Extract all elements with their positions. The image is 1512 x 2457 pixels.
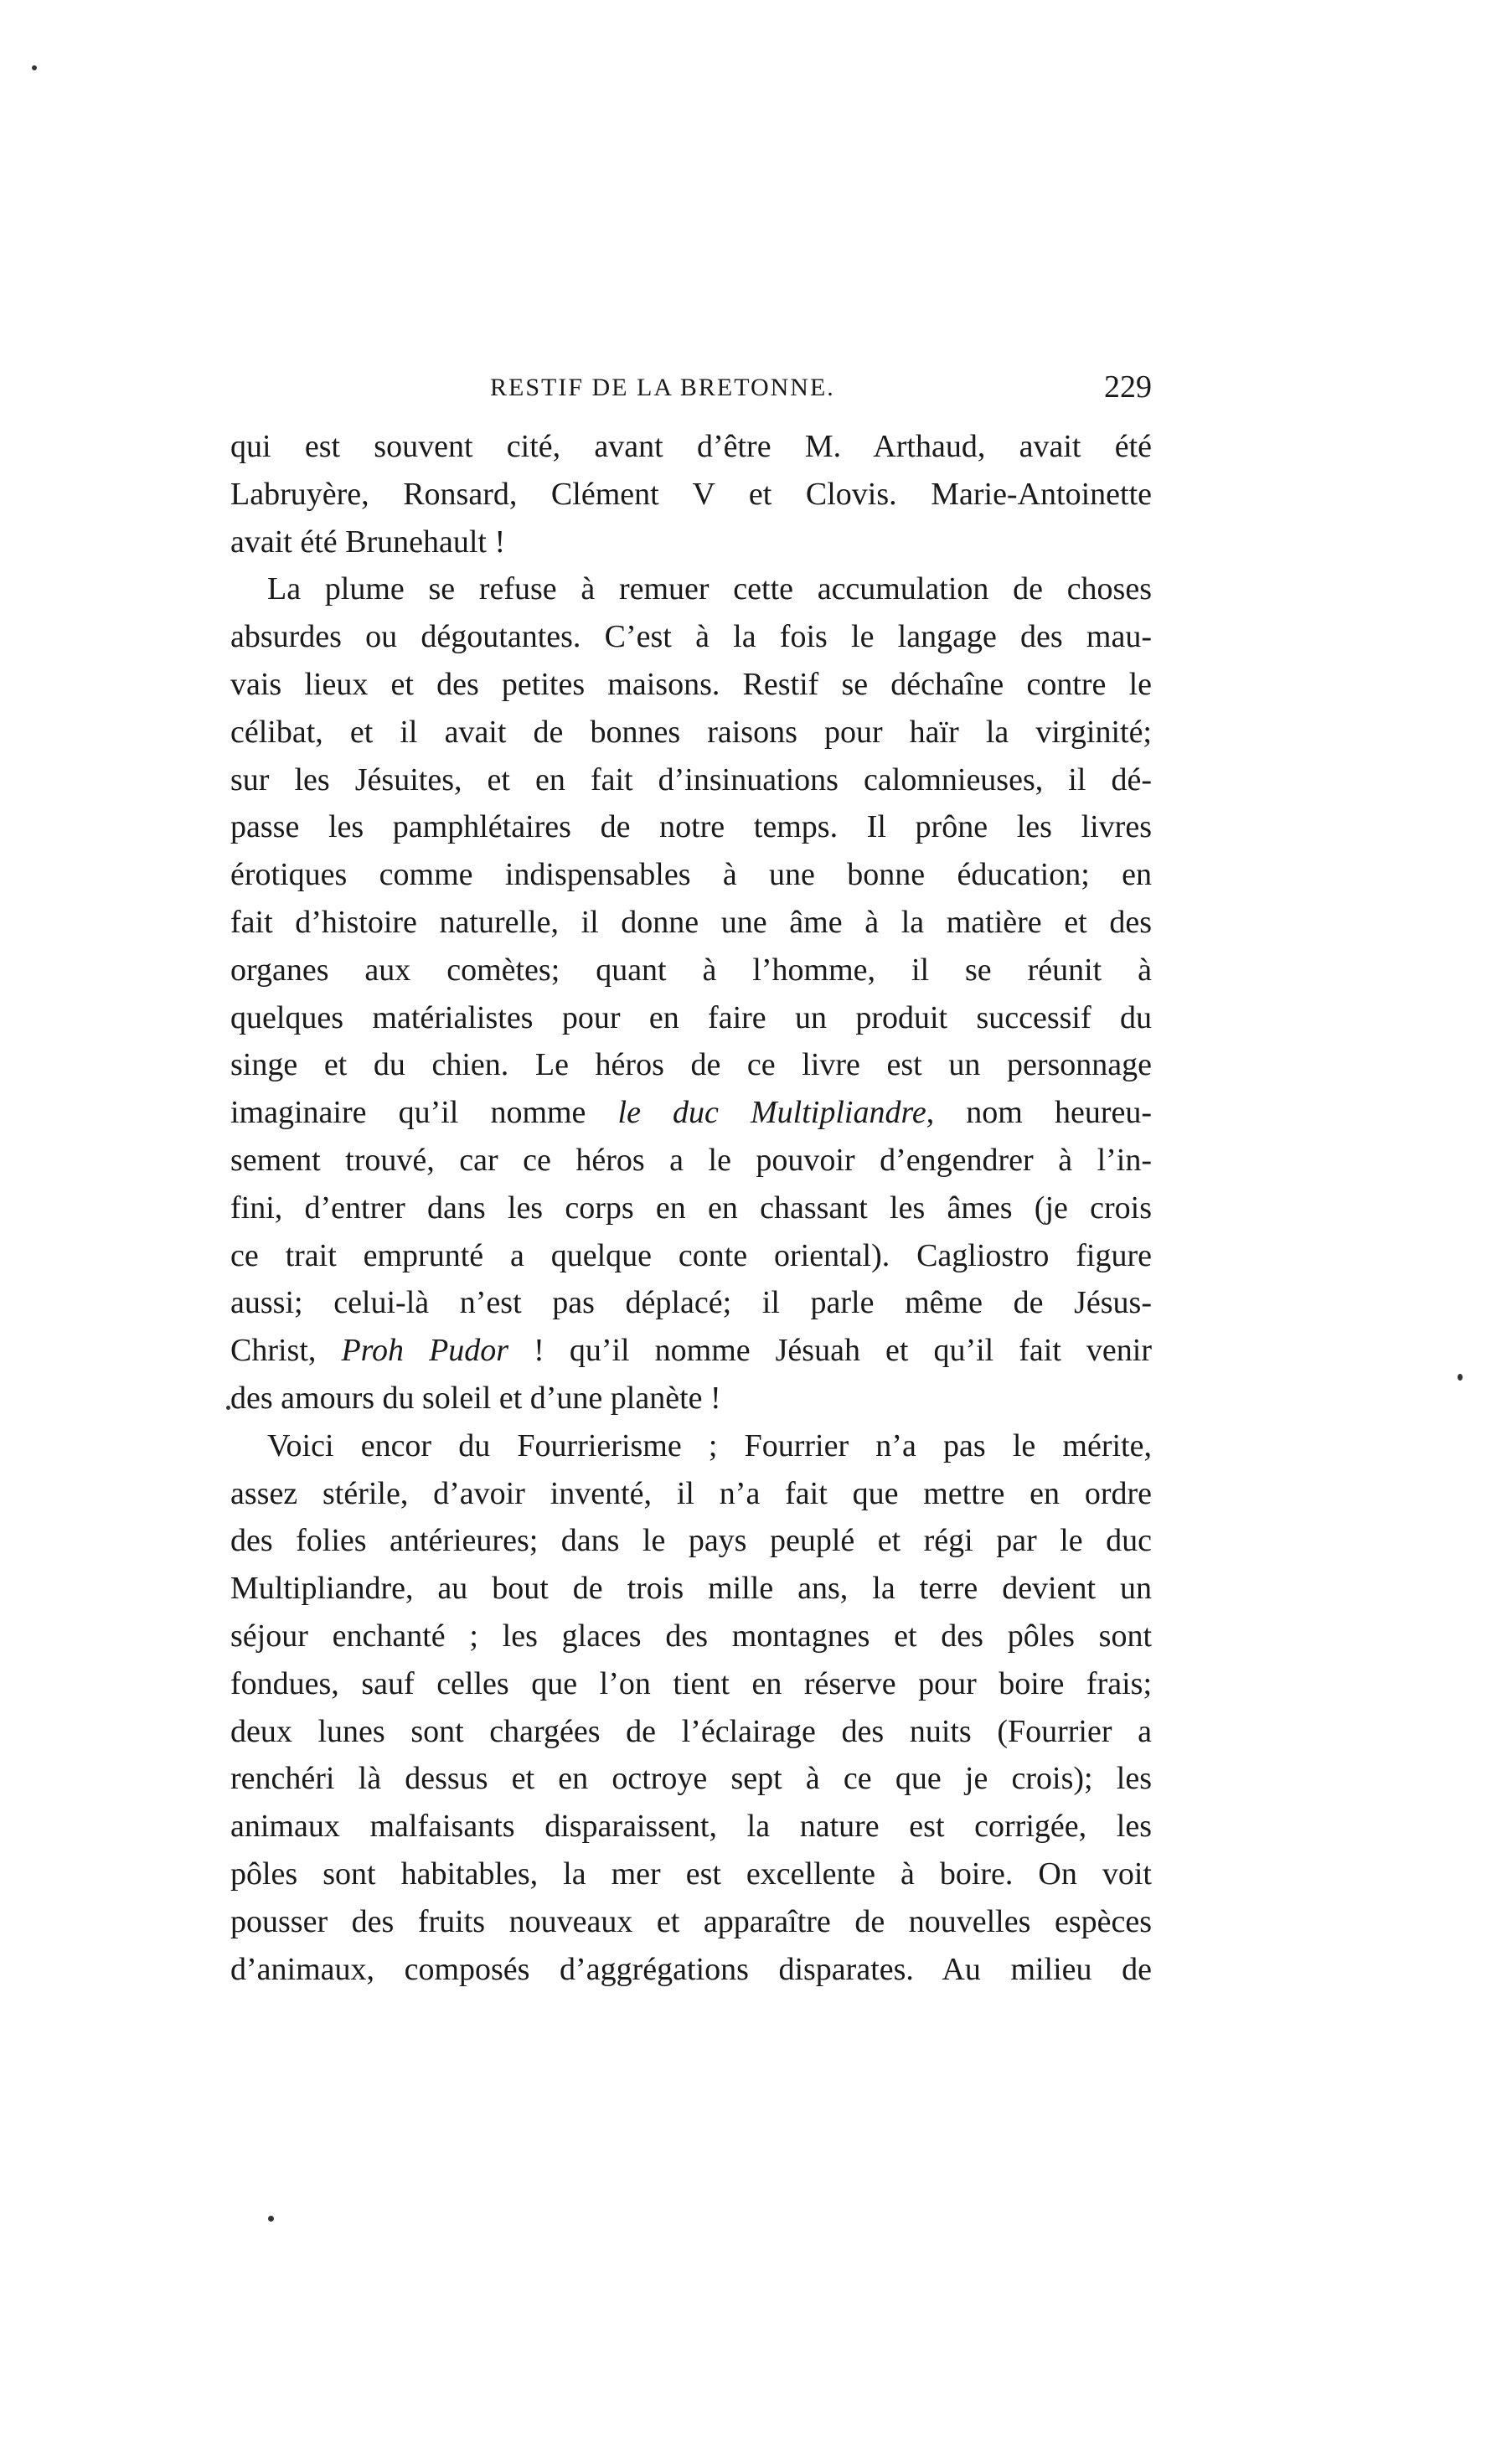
text-line [230,1089,1152,1137]
text-line: Voici encor du Fourrierisme ; Fourrier n’a pas le mérite, [267,1427,1152,1463]
scan-speck [32,65,37,70]
text-line: fait d’histoire naturelle, il donne une âme à la matière et des [230,904,1152,940]
text-line: animaux malfaisants disparaissent, la nature est corrigée, les [230,1809,1152,1845]
text-line: singe et du chien. Le héros de ce livre est un personnage [230,1047,1152,1083]
text-line: Labruyère, Ronsard, Clément V et Clovis. Marie-Antoinette [230,476,1152,512]
text-line: pousser des fruits nouveaux et apparaître de nouvelles espèces [230,1903,1152,1939]
page-number: 229 [1104,369,1152,405]
text-line: Multipliandre, au bout de trois mille ans, la terre devient un [230,1571,1152,1607]
text-line: assez stérile, d’avoir inventé, il n’a fait que mettre en ordre [230,1475,1152,1511]
text-line: des amours du soleil et d’une planète ! [230,1380,721,1416]
text-segment: ! qu’il nomme Jésuah et qu’il fait venir [508,1333,1152,1369]
text-line: d’animaux, composés d’aggrégations disparates. Au milieu de [230,1951,1152,1987]
text-line: quelques matérialistes pour en faire un produit successif du [230,999,1152,1035]
text-line: fondues, sauf celles que l’on tient en réserve pour boire frais; [230,1665,1152,1701]
text-line: deux lunes sont chargées de l’éclairage des nuits (Fourrier a [230,1713,1152,1749]
text-line: ce trait emprunté a quelque conte oriental). Cagliostro figure [230,1237,1152,1273]
text-line: aussi; celui-là n’est pas déplacé; il parle même de Jésus- [230,1285,1152,1321]
text-line: séjour enchanté ; les glaces des montagnes et des pôles sont [230,1618,1152,1654]
scan-speck [268,2216,274,2222]
text-line: passe les pamphlétaires de notre temps. Il prône les livres [230,809,1152,845]
text-line: érotiques comme indispensables à une bonne éducation; en [230,857,1152,893]
text-line: des folies antérieures; dans le pays peuplé et régi par le duc [230,1523,1152,1559]
text-line: sement trouvé, car ce héros a le pouvoir d’engendrer à l’in- [230,1142,1152,1178]
latin-phrase-italic: Proh Pudor [341,1333,509,1369]
text-line: vais lieux et des petites maisons. Restif se déchaîne contre le [230,666,1152,702]
text-line [230,1327,1152,1375]
running-title: RESTIF DE LA BRETONNE. [490,374,835,401]
text-line: La plume se refuse à remuer cette accumulation de choses [267,571,1152,607]
text-line: renchéri là dessus et en octroye sept à ce que je crois); les [230,1761,1152,1797]
text-line: célibat, et il avait de bonnes raisons pour haïr la virginité; [230,714,1152,750]
text-line: absurdes ou dégoutantes. C’est à la fois le langage des mau- [230,619,1152,655]
text-line: sur les Jésuites, et en fait d’insinuations calomnieuses, il dé- [230,761,1152,797]
text-line: fini, d’entrer dans les corps en en chassant les âmes (je crois [230,1190,1152,1226]
text-line: avait été Brunehault ! [230,524,506,560]
text-line: qui est souvent cité, avant d’être M. Arthaud, avait été [230,429,1152,464]
text-segment: , nom heureu- [926,1095,1152,1131]
text-segment: Christ, [230,1333,342,1369]
body-text [230,423,1152,1993]
scan-speck [226,1406,230,1410]
text-segment: imaginaire qu’il nomme [230,1095,618,1131]
text-line: pôles sont habitables, la mer est excellente à boire. On voit [230,1856,1152,1892]
scan-speck [1458,1374,1463,1381]
text-line: organes aux comètes; quant à l’homme, il se réunit à [230,952,1152,988]
book-title-italic: le duc Multipliandre [617,1095,926,1131]
running-head [230,369,1152,419]
